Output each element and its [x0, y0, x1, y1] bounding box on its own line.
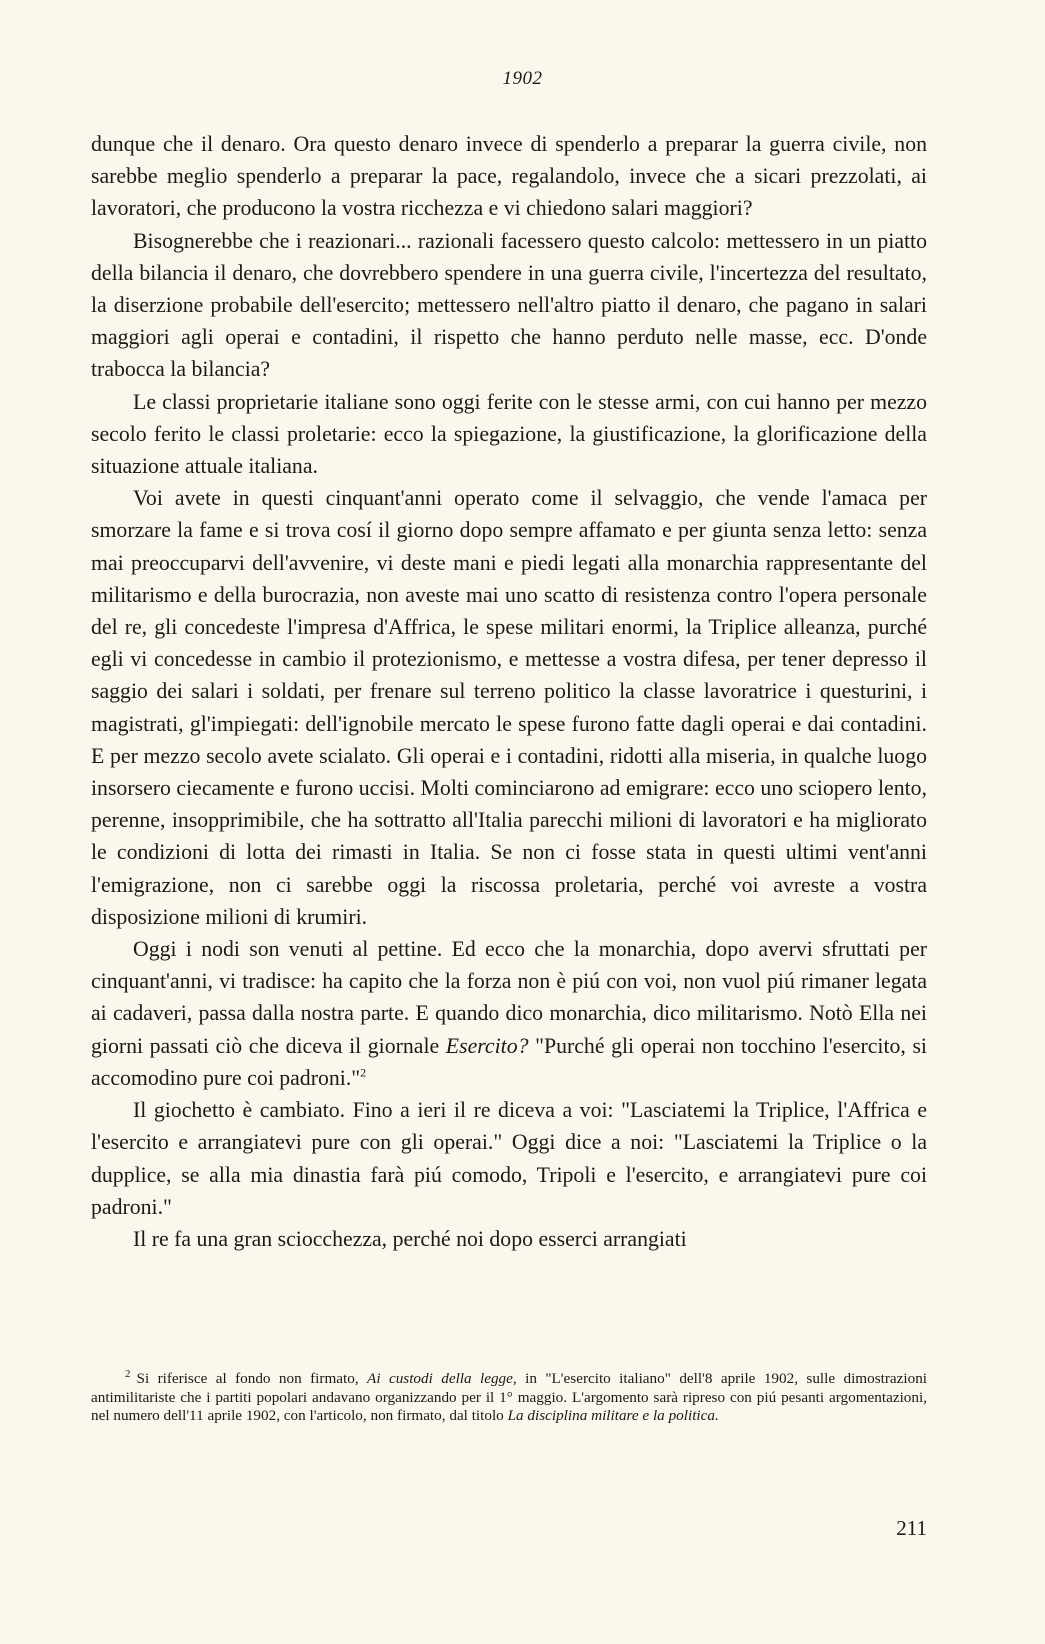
- paragraph-6: Il giochetto è cambiato. Fino a ieri il re diceva a voi: "Lasciatemi la Triplice, l'Affrica e l'esercito e arrangiatevi pure con gli operai." Oggi dice a noi: "Lasciatemi la Triplice o la dupplice, se alla mia dinastia farà piú comodo, Tripoli e l'esercito, e arrangiatevi pure coi padroni.": [91, 1098, 927, 1219]
- newspaper-title-esercito: Esercito?: [445, 1033, 529, 1058]
- footnote-reference[interactable]: 2: [360, 1065, 367, 1080]
- footnote-text-a: Si riferisce al fondo non firmato,: [136, 1370, 368, 1387]
- paragraph-5: [91, 933, 927, 1094]
- footnote-text-b: , in "L'esercito italiano" dell'8 aprile 1902, sulle dimostrazioni antimilitariste che i partiti popolari andavano organizzando per il 1° maggio. L'argomento sarà ripreso con piú pesanti argomentazioni, nel numero dell'11 aprile 1902, con l'articolo, non firmato, dal titolo: [91, 1370, 928, 1424]
- footnote-2: [91, 1367, 928, 1426]
- running-header-year: 1902: [502, 68, 543, 89]
- paragraph-1: dunque che il denaro. Ora questo denaro invece di spenderlo a preparar la guerra civile, non sarebbe meglio spenderlo a preparar la pace, regalandolo, invece che a sicari prezzolati, ai lavoratori, che producono la vostra ricchezza e vi chiedono salari maggiori?: [91, 132, 927, 221]
- page-number: 211: [896, 1516, 927, 1540]
- footnotes: [91, 1367, 928, 1426]
- body-text: [91, 128, 927, 1255]
- paragraph-5-text-b: "Purché gli operai non tocchino l'esercito, si accomodino pure coi padroni.": [91, 1033, 927, 1090]
- footnote-number: 2: [125, 1367, 131, 1380]
- footnote-title-custodi: Ai custodi della legge: [367, 1370, 513, 1387]
- paragraph-4: Voi avete in questi cinquant'anni operato come il selvaggio, che vende l'amaca per smorzare la fame e si trova cosí il giorno dopo sempre affamato e per giunta senza letto: senza mai preoccuparvi dell'avvenire, vi deste mani e piedi legati alla monarchia rappresentante del militarismo e della burocrazia, non aveste mai uno scatto di resistenza contro l'opera personale del re, gli concedeste l'impresa d'Affrica, le spese militari enormi, la Triplice alleanza, purché egli vi concedesse in cambio il protezionismo, e mettesse a vostra difesa, per tener depresso il saggio dei salari i soldati, per frenare sul terreno politico la classe lavoratrice i questurini, i magistrati, gl'impiegati: dell'ignobile mercato le spese furono fatte dagli operai e dai contadini. E per mezzo secolo avete scialato. Gli operai e i contadini, ridotti alla miseria, in qualche luogo insorsero ciecamente e furono uccisi. Molti cominciarono ad emigrare: ecco uno sciopero lento, perenne, insopprimibile, che ha sottratto all'Italia parecchi milioni di lavoratori e ha migliorato le condizioni di lotta dei rimasti in Italia. Se non ci fosse stata in questi ultimi vent'anni l'emigrazione, non ci sarebbe oggi la riscossa proletaria, perché voi avreste a vostra disposizione milioni di krumiri.: [91, 486, 927, 929]
- paragraph-7: Il re fa una gran sciocchezza, perché noi dopo esserci arrangiati: [133, 1226, 687, 1251]
- paragraph-3: Le classi proprietarie italiane sono oggi ferite con le stesse armi, con cui hanno per mezzo secolo ferito le classi proletarie: ecco la spiegazione, la giustificazione, la glorificazione della situazione attuale italiana.: [91, 389, 927, 479]
- paragraph-2: Bisognerebbe che i reazionari... razionali facessero questo calcolo: mettessero in un piatto della bilancia il denaro, che dovrebbero spendere in una guerra civile, l'incertezza del resultato, la diserzione probabile dell'esercito; mettessero nell'altro piatto il denaro, che pagano in salari maggiori agli operai e contadini, il rispetto che hanno perduto nelle masse, ecc. D'onde trabocca la bilancia?: [91, 228, 927, 382]
- footnote-title-disciplina: La disciplina militare e la politica.: [507, 1407, 719, 1424]
- paragraph-5-text-a: Oggi i nodi son venuti al pettine. Ed ecco che la monarchia, dopo avervi sfruttati per cinquant'anni, vi tradisce: ha capito che la forza non è piú con voi, non vuol piú rimaner legata ai cadaveri, passa dalla nostra parte. E quando dico monarchia, dico militarismo. Notò Ella nei giorni passati ciò che diceva il giornale: [91, 937, 927, 1058]
